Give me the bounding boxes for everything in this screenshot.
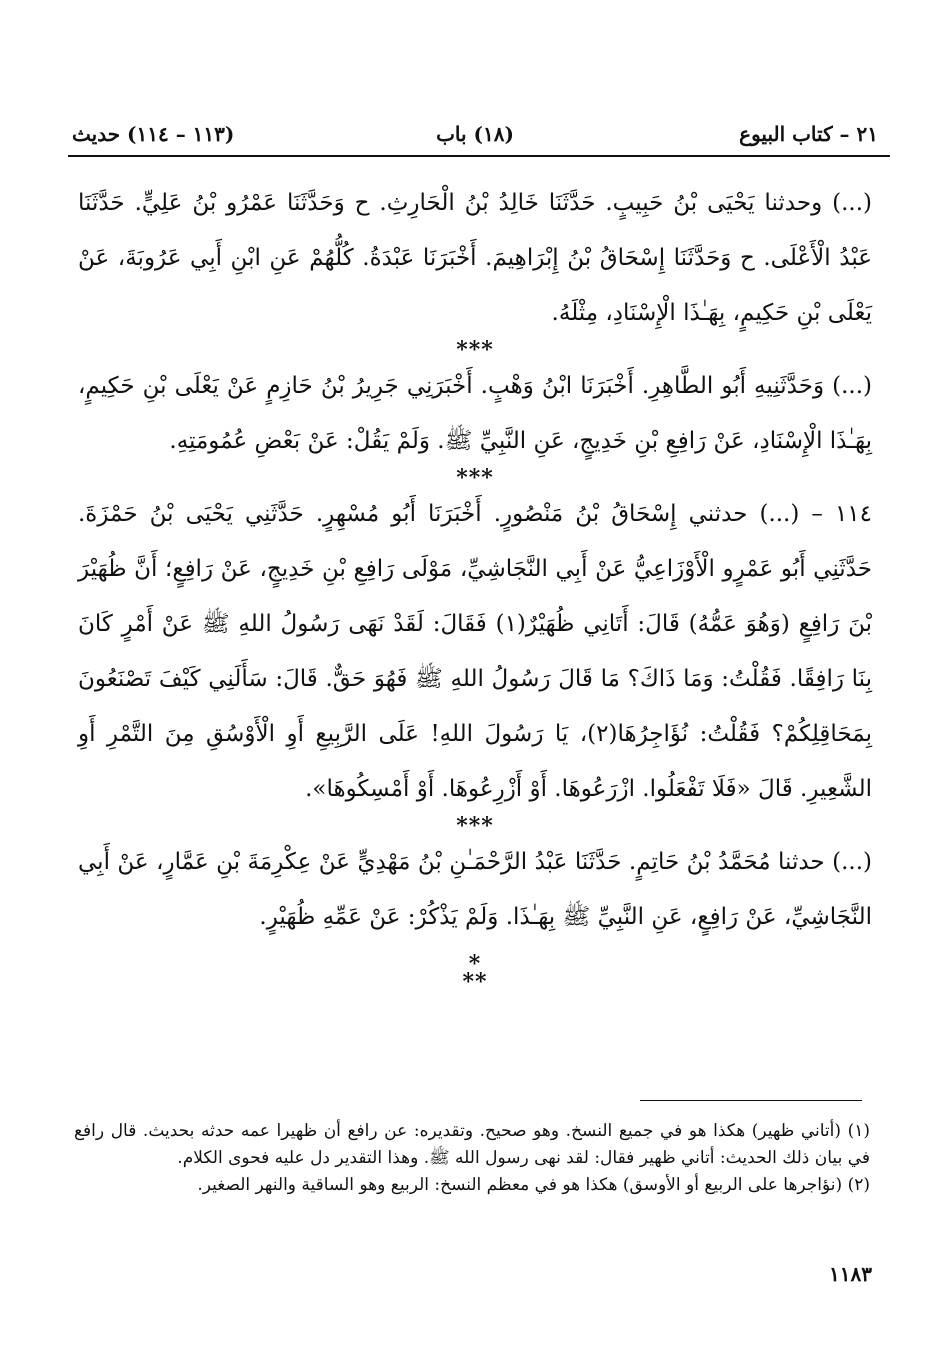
footnote-divider xyxy=(640,1100,862,1101)
separator-stars: *** xyxy=(456,465,494,491)
header-divider xyxy=(68,155,890,157)
hadith-paragraph: (...) وحدثنا يَحْيَى بْنُ حَبِيبٍ. حَدَّثَنَا خَالِدُ بْنُ الْحَارِثِ. ح وَحَدَّثَنَا عَمْرُو بْنُ عَلِيٍّ. حَدَّثَنَا عَبْدُ الْأَعْلَى. ح وَحَدَّثَنَا إِسْحَاقُ بْنُ إِبْرَاهِيمَ. أَخْبَرَنَا عَبْدَةُ. كُلُّهُمْ عَنِ ابْنِ أَبِي عَرُوبَةَ، عَنْ يَعْلَى بْنِ حَكِيمٍ، بِهَـٰذَا الْإِسْنَادِ، مِثْلَهُ. xyxy=(78,190,873,326)
separator-stars: *** xyxy=(456,813,494,839)
running-header xyxy=(72,118,878,156)
hadith-paragraph: (...) وَحَدَّثَنِيهِ أَبُو الطَّاهِرِ. أَخْبَرَنَا ابْنُ وَهْبٍ. أَخْبَرَنِي جَرِيرُ بْنُ حَازِمٍ عَنْ يَعْلَى بْنِ حَكِيمٍ، بِهَـٰذَا الْإِسْنَادِ، عَنْ رَافِعِ بْنِ خَدِيجٍ، عَنِ النَّبِيِّ ﷺ. وَلَمْ يَقُلْ: عَنْ بَعْضِ عُمُومَتِهِ. xyxy=(78,373,872,454)
separator-stars: *** xyxy=(456,337,494,363)
hadith-paragraph: ١١٤ – (...) حدثني إِسْحَاقُ بْنُ مَنْصُورٍ. أَخْبَرَنَا أَبُو مُسْهِرٍ. حَدَّثَنِي يَحْيَى بْنُ حَمْزَةَ. حَدَّثَنِي أَبُو عَمْرٍو الْأَوْزَاعِيُّ عَنْ أَبِي النَّجَاشِيِّ، مَوْلَى رَافِعِ بْنِ خَدِيجٍ، عَنْ رَافِعٍ؛ أَنَّ ظُهَيْرَ بْنَ رَافِعٍ (وَهُوَ عَمُّهُ) قَالَ: أَتَانِي ظُهَيْرٌ(١) فَقَالَ: لَقَدْ نَهَى رَسُولُ اللهِ ﷺ عَنْ أَمْرٍ كَانَ بِنَا رَافِقًا. فَقُلْتُ: وَمَا ذَاكَ؟ مَا قَالَ رَسُولُ اللهِ ﷺ فَهُوَ حَقٌّ. قَالَ: سَأَلَنِي كَيْفَ تَصْنَعُونَ بِمَحَاقِلِكُمْ؟ فَقُلْتُ: نُؤَاجِرُهَا(٢)، يَا رَسُولَ اللهِ! عَلَى الرَّبِيعِ أَوِ الْأَوْسُقِ مِنَ التَّمْرِ أَوِ الشَّعِيرِ. قَالَ «فَلَا تَفْعَلُوا. ازْرَعُوهَا. أَوْ أَزْرِعُوهَا. أَوْ أَمْسِكُوهَا». xyxy=(78,501,872,802)
footnote: (٢) (نؤاجرها على الربيع أو الأوسق) هكذا هو في معظم النسخ: الربيع وهو الساقية والنهر الصغير. xyxy=(197,1175,870,1195)
footnotes xyxy=(74,1118,870,1199)
page-number: ١١٨٣ xyxy=(829,1262,872,1286)
hadith-range: (١١٣ – ١١٤) حديث xyxy=(72,122,235,146)
hadith-paragraph: (...) حدثنا مُحَمَّدُ بْنُ حَاتِمٍ. حَدَّثَنَا عَبْدُ الرَّحْمَـٰنِ بْنُ مَهْدِيٍّ عَنْ عِكْرِمَةَ بْنِ عَمَّارٍ، عَنْ أَبِي النَّجَاشِيِّ، عَنْ رَافِعٍ، عَنِ النَّبِيِّ ﷺ بِهَـٰذَا. وَلَمْ يَذْكُرْ: عَنْ عَمِّهِ ظُهَيْرٍ. xyxy=(78,849,872,930)
end-ornament: * ** xyxy=(462,951,488,995)
hadith-body xyxy=(78,176,873,995)
footnote: (١) (أتاني ظهير) هكذا هو في جميع النسخ. وهو صحيح. وتقديره: عن رافع أن ظهيرا عمه حدثه بحديث. قال رافع في بيان ذلك الحديث: أتاني ظهير فقال: لقد نهى رسول الله ﷺ. وهذا التقدير دل عليه فحوى الكلام. xyxy=(74,1121,870,1168)
chapter-label: (١٨) باب xyxy=(436,122,514,146)
book-title: ٢١ – كتاب البيوع xyxy=(739,122,878,146)
